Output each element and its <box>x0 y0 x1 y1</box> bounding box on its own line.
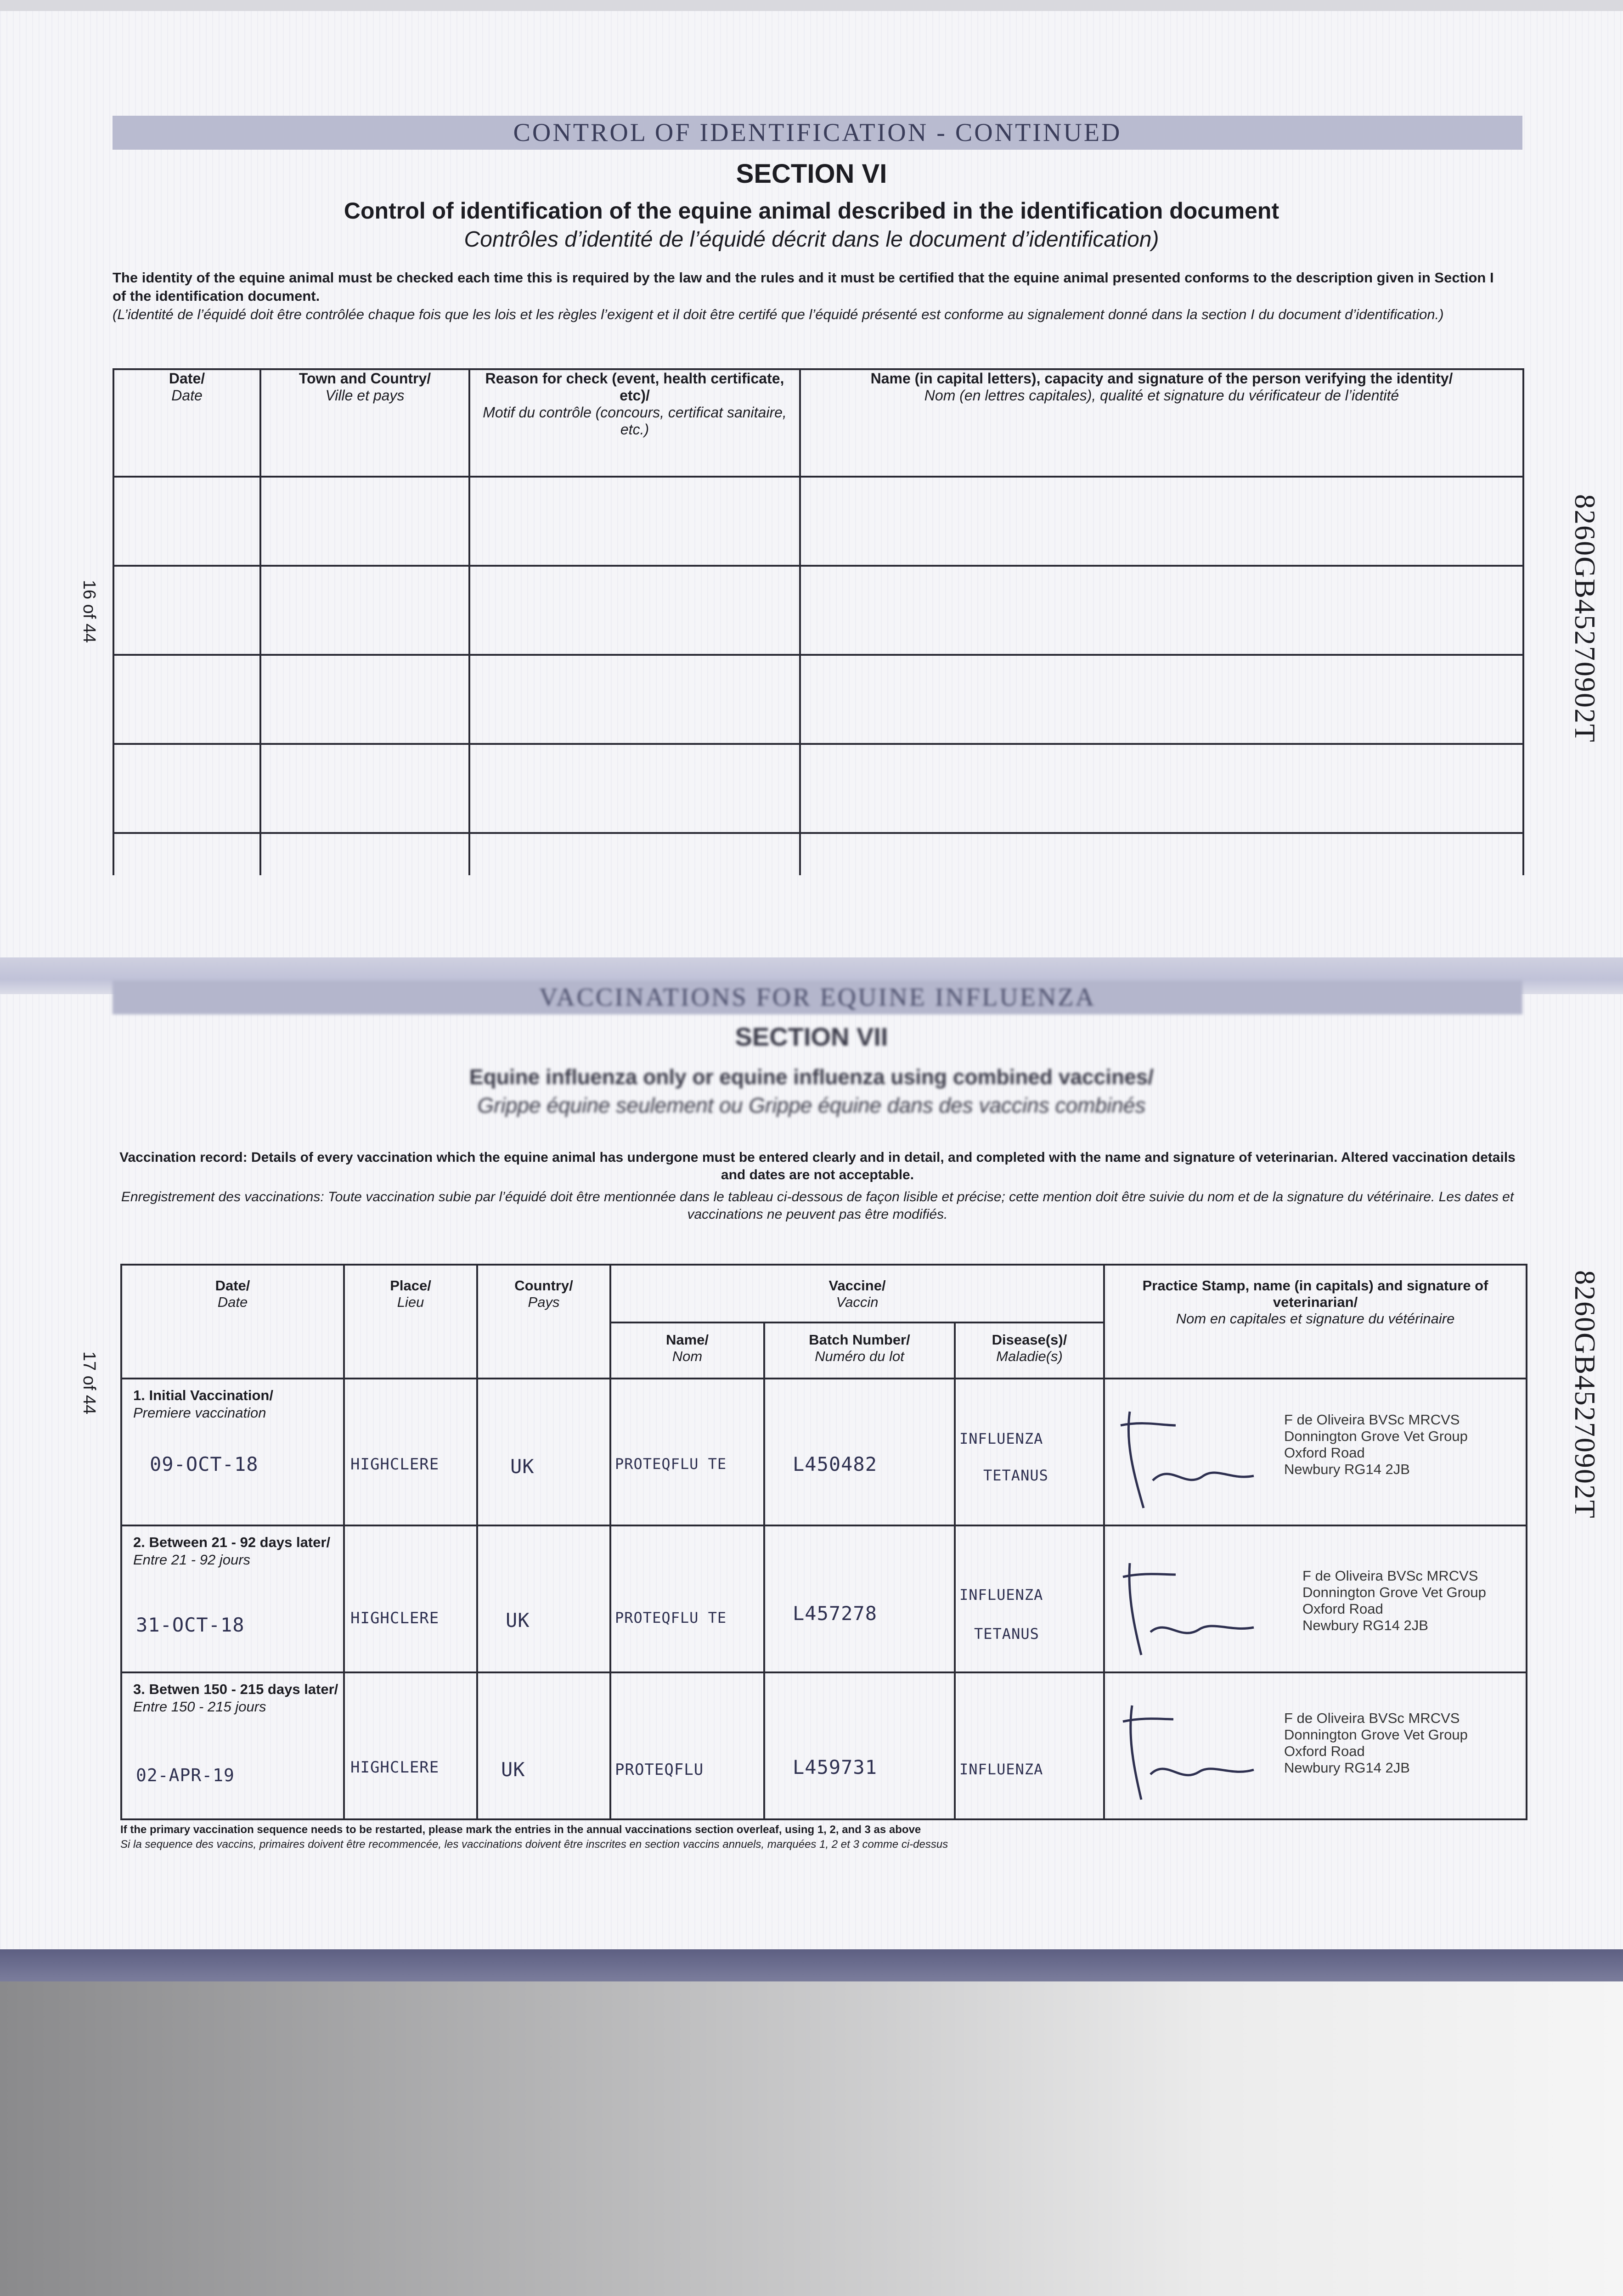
header-reason: Reason for check (event, health certificate, etc)/ Motif du contrôle (concours, certificat sanitaire, etc.) <box>469 369 800 477</box>
header-vaccine-name: Name/ Nom <box>610 1322 764 1379</box>
page-number-top: 16 of 44 <box>79 580 99 643</box>
practice-stamp: F de Oliveira BVSc MRCVS Donnington Grove Vet Group Oxford Road Newbury RG14 2JB <box>1284 1412 1468 1477</box>
identity-control-table <box>113 368 1524 875</box>
header-place: Place/ Lieu <box>344 1265 477 1379</box>
vaccination-row-1 <box>121 1379 1527 1525</box>
vaccination-date: 09-OCT-18 <box>150 1453 259 1475</box>
header-batch-number: Batch Number/ Numéro du lot <box>764 1322 955 1379</box>
vaccination-section-title: SECTION VII <box>735 1022 888 1051</box>
row-label: 2. Between 21 - 92 days later/ Entre 21 - 92 jours <box>133 1534 331 1568</box>
vaccination-date: 02-APR-19 <box>136 1765 235 1785</box>
vaccine-name: PROTEQFLU TE <box>615 1609 727 1626</box>
vaccination-table <box>120 1264 1527 1820</box>
header-date: Date/ Date <box>113 369 260 477</box>
batch-number: L450482 <box>793 1453 878 1475</box>
vaccination-band-header: VACCINATIONS FOR EQUINE INFLUENZA <box>113 980 1522 1014</box>
header-country: Country/ Pays <box>477 1265 610 1379</box>
vaccination-place: HIGHCLERE <box>350 1455 440 1474</box>
row-label: 3. Betwen 150 - 215 days later/ Entre 150 - 215 jours <box>133 1681 338 1715</box>
title-french: Contrôles d’identité de l’équidé décrit dans le document d’identification) <box>464 227 1159 252</box>
intro-french: (L’identité de l’équidé doit être contrôlée chaque fois que les lois et les règles l’exigent et il doit être certifé que l’équidé présenté est conforme au signalement donné dans la section I du document d’identification.) <box>113 306 1444 322</box>
vaccine-name: PROTEQFLU <box>615 1761 704 1779</box>
vaccination-date: 31-OCT-18 <box>136 1614 245 1636</box>
page-bottom-band <box>0 1949 1623 1981</box>
disease-1: INFLUENZA <box>959 1761 1043 1778</box>
practice-stamp: F de Oliveira BVSc MRCVS Donnington Grove Vet Group Oxford Road Newbury RG14 2JB <box>1302 1568 1486 1633</box>
header-diseases: Disease(s)/ Maladie(s) <box>955 1322 1104 1379</box>
header-vaccine: Vaccine/ Vaccin <box>610 1265 1104 1322</box>
practice-stamp: F de Oliveira BVSc MRCVS Donnington Grove Vet Group Oxford Road Newbury RG14 2JB <box>1284 1710 1468 1776</box>
batch-number: L459731 <box>793 1756 878 1778</box>
vaccination-subtitle-french: Grippe équine seulement ou Grippe équine dans des vaccins combinés <box>477 1093 1146 1117</box>
vaccination-place: HIGHCLERE <box>350 1609 440 1627</box>
disease-2: TETANUS <box>983 1467 1048 1484</box>
table-row <box>113 477 1523 566</box>
vaccination-subtitle-english: Equine influenza only or equine influenza using combined vaccines/ <box>469 1065 1154 1089</box>
vaccination-row-3 <box>121 1672 1527 1819</box>
veterinarian-signature <box>1116 1407 1263 1513</box>
vaccination-country: UK <box>501 1758 525 1781</box>
scan-edge <box>0 0 1623 11</box>
header-town-country: Town and Country/ Ville et pays <box>260 369 469 477</box>
scan-background <box>0 1981 1623 2296</box>
table-row <box>113 655 1523 744</box>
header-verifier: Name (in capital letters), capacity and signature of the person verifying the identity/ Nom (en lettres capitales), qualité et signature du vérificateur de l’identité <box>800 369 1523 477</box>
footnote-french: Si la sequence des vaccins, primaires doivent être recommencée, les vaccinations doivent être inscrites en section vaccins annuels, marquées 1, 2 et 3 comme ci-dessus <box>120 1838 948 1851</box>
row-label: 1. Initial Vaccination/ Premiere vaccination <box>133 1387 273 1421</box>
passport-number-bottom: 8260GB45270902T <box>1569 1270 1601 1519</box>
vaccination-row-2 <box>121 1525 1527 1672</box>
batch-number: L457278 <box>793 1602 878 1625</box>
disease-1: INFLUENZA <box>959 1586 1043 1604</box>
veterinarian-signature <box>1116 1701 1263 1806</box>
vaccine-name: PROTEQFLU TE <box>615 1455 727 1473</box>
table-row <box>113 744 1523 833</box>
page-number-bottom: 17 of 44 <box>79 1351 99 1415</box>
section-title: SECTION VI <box>736 159 887 189</box>
header-practice-stamp: Practice Stamp, name (in capitals) and signature of veterinarian/ Nom en capitales et signature du vétérinaire <box>1104 1265 1527 1379</box>
disease-1: INFLUENZA <box>959 1430 1043 1447</box>
intro-english: The identity of the equine animal must be checked each time this is required by the law and the rules and it must be certified that the equine animal presented conforms to the description given in Section I of the identification document. <box>113 270 1494 304</box>
passport-number-top: 8260GB45270902T <box>1569 494 1601 743</box>
disease-2: TETANUS <box>974 1625 1039 1643</box>
table-row <box>113 566 1523 655</box>
footnote-english: If the primary vaccination sequence needs to be restarted, please mark the entries in the annual vaccinations section overleaf, using 1, 2, and 3 as above <box>120 1823 921 1836</box>
table-row <box>113 833 1523 875</box>
title-english: Control of identification of the equine animal described in the identification document <box>344 198 1279 224</box>
vaccination-country: UK <box>510 1455 535 1478</box>
vaccination-record-french: Enregistrement des vaccinations: Toute vaccination subie par l’équidé doit être mentionnée dans le tableau ci-dessous de façon lisible et précise; cette mention doit être suivie du nom et de la signature du vétérinaire. Les dates et vaccinations ne peuvent pas être modifiés. <box>121 1189 1514 1222</box>
vaccination-place: HIGHCLERE <box>350 1758 440 1777</box>
veterinarian-signature <box>1116 1554 1263 1660</box>
vaccination-record-english: Vaccination record: Details of every vaccination which the equine animal has undergone must be entered clearly and in detail, and completed with the name and signature of veterinarian. Altered vaccination details and dates are not acceptable. <box>119 1150 1516 1182</box>
section-band-header: CONTROL OF IDENTIFICATION - CONTINUED <box>113 116 1522 150</box>
header-date: Date/ Date <box>121 1265 344 1379</box>
vaccination-country: UK <box>506 1609 530 1632</box>
